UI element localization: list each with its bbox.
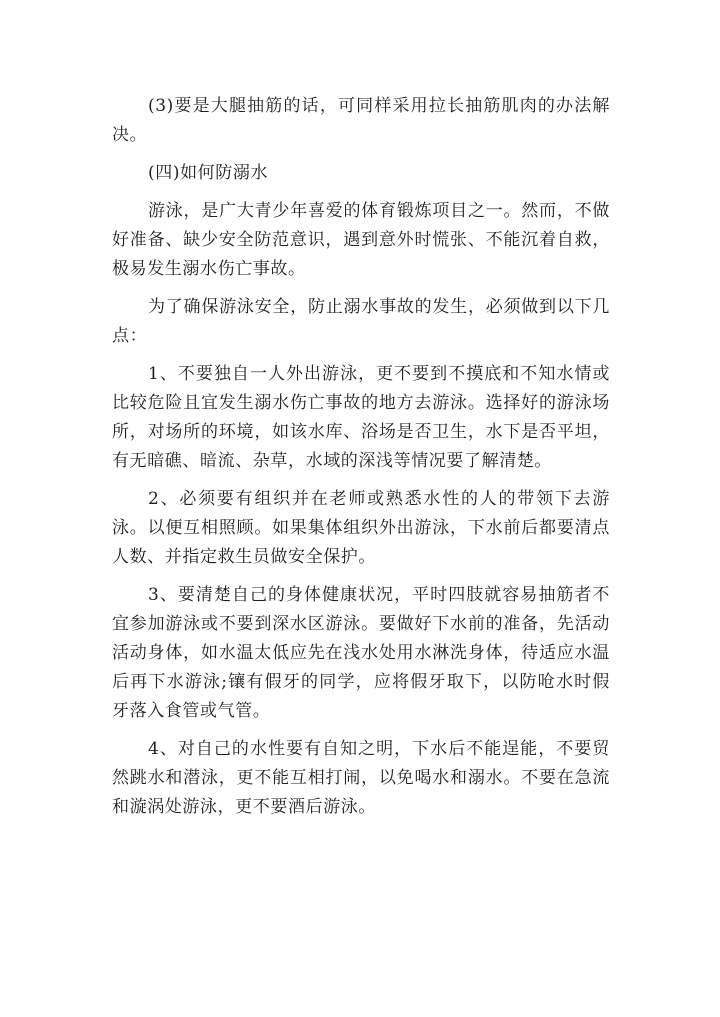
list-item-4: 4、对自己的水性要有自知之明，下水后不能逞能，不要贸然跳水和潜泳，更不能互相打闹，以免喝水和溺水。不要在急流和漩涡处游泳，更不要酒后游泳。 bbox=[112, 739, 610, 817]
paragraph-safety-requirements: 为了确保游泳安全，防止溺水事故的发生，必须做到以下几点： bbox=[112, 297, 610, 346]
list-item-3: 3、要清楚自己的身体健康状况，平时四肢就容易抽筋者不宜参加游泳或不要到深水区游泳。要做好下水前的准备，先活动活动身体，如水温太低应先在浅水处用水淋洗身体，待适应水温后再下水游泳;镶有假牙的同学，应将假牙取下，以防呛水时假牙落入食管或气管。 bbox=[112, 585, 610, 721]
list-item-1: 1、不要独自一人外出游泳，更不要到不摸底和不知水情或比较危险且宜发生溺水伤亡事故的地方去游泳。选择好的游泳场所，对场所的环境，如该水库、浴场是否卫生，水下是否平坦，有无暗礁、暗流、杂草，水域的深浅等情况要了解清楚。 bbox=[112, 364, 610, 471]
document-body bbox=[112, 92, 610, 831]
list-item-2: 2、必须要有组织并在老师或熟悉水性的人的带领下去游泳。以便互相照顾。如果集体组织外出游泳，下水前后都要清点人数、并指定救生员做安全保护。 bbox=[112, 489, 610, 567]
paragraph-swimming-intro: 游泳，是广大青少年喜爱的体育锻炼项目之一。然而，不做好准备、缺少安全防范意识，遇到意外时慌张、不能沉着自救，极易发生溺水伤亡事故。 bbox=[112, 201, 610, 279]
section-heading-drowning-prevention: (四)如何防溺水 bbox=[148, 163, 269, 183]
paragraph-thigh-cramp: (3)要是大腿抽筋的话，可同样采用拉长抽筋肌肉的办法解决。 bbox=[112, 96, 610, 145]
